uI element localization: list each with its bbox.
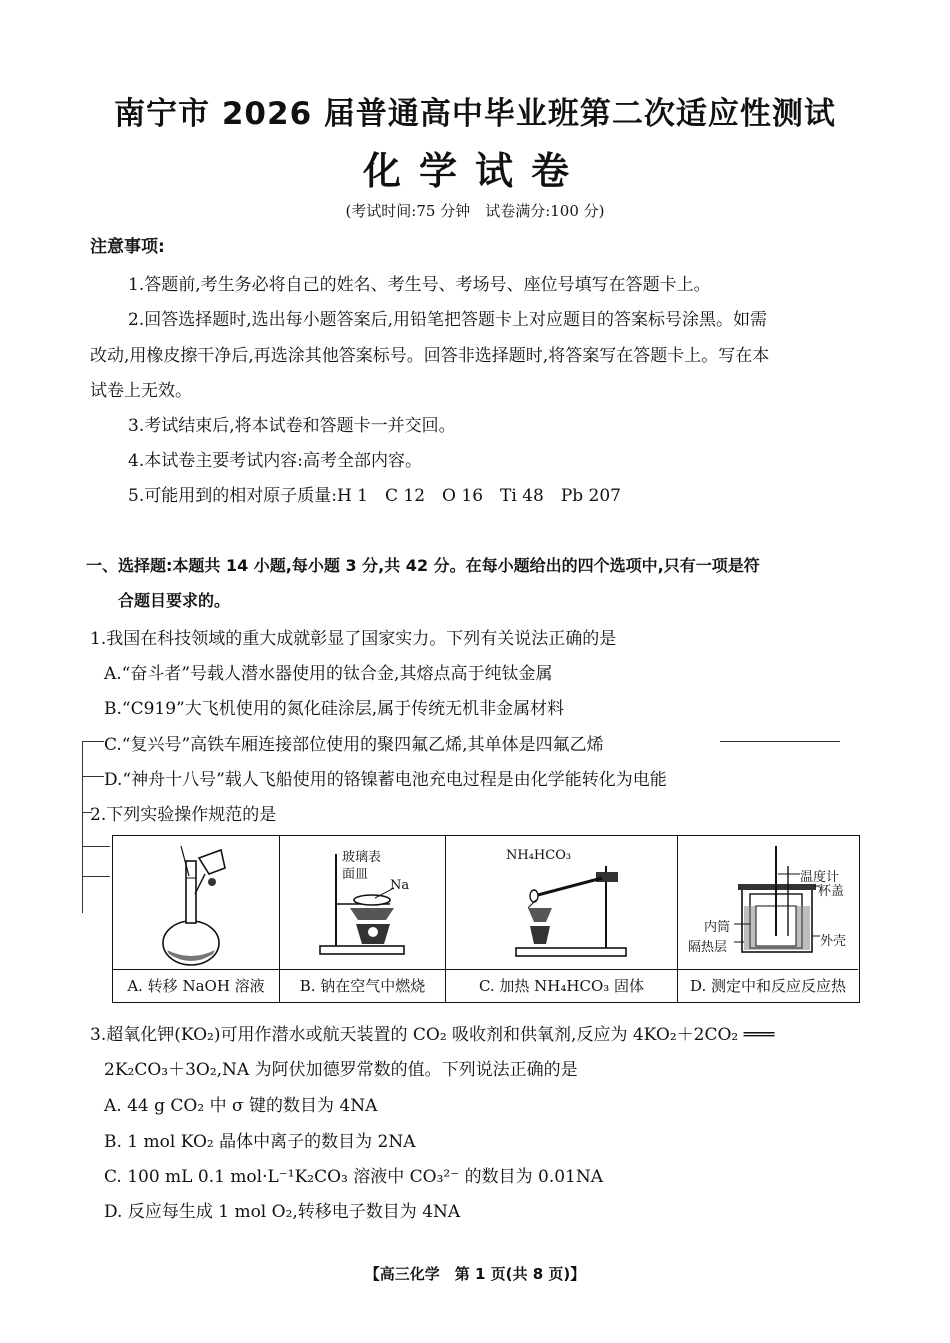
notice-item: 1.答题前,考生务必将自己的姓名、考生号、考场号、座位号填写在答题卡上。 — [128, 275, 711, 295]
question-3-stem-cont: 2K₂CO₃＋3O₂,NA 为阿伏加德罗常数的值。下列说法正确的是 — [104, 1060, 578, 1080]
caption-d: D. 测定中和反应反应热 — [678, 969, 858, 1002]
scan-mark — [82, 741, 104, 742]
scan-mark — [82, 846, 110, 847]
experiment-a-cell — [113, 836, 280, 1002]
q3-option-a: A. 44 g CO₂ 中 σ 键的数目为 4NA — [104, 1096, 378, 1116]
notice-item: 改动,用橡皮擦干净后,再选涂其他答案标号。回答非选择题时,将答案写在答题卡上。写在本 — [90, 346, 770, 366]
caption-b: B. 钠在空气中燃烧 — [280, 969, 445, 1002]
label-outer-shell: 外壳 — [820, 934, 847, 949]
notice-item: 5.可能用到的相对原子质量:H 1 C 12 O 16 Ti 48 Pb 207 — [128, 486, 621, 506]
notice-item: 3.考试结束后,将本试卷和答题卡一并交回。 — [128, 416, 456, 436]
exam-info: (考试时间:75 分钟 试卷满分:100 分) — [345, 202, 605, 220]
notice-item: 试卷上无效。 — [90, 381, 192, 401]
scan-mark — [82, 776, 104, 777]
subject-title: 化学试卷 — [362, 149, 587, 193]
q1-option-d: D.“神舟十八号”载人飞船使用的铬镍蓄电池充电过程是由化学能转化为电能 — [104, 770, 667, 790]
question-2-stem: 2.下列实验操作规范的是 — [90, 805, 277, 825]
section-heading-cont: 合题目要求的。 — [118, 591, 231, 610]
label-lid: 杯盖 — [818, 884, 845, 899]
notice-item: 4.本试卷主要考试内容:高考全部内容。 — [128, 451, 422, 471]
exam-title: 南宁市 2026 届普通高中毕业班第二次适应性测试 — [114, 96, 836, 132]
label-dish: 面皿 — [342, 867, 369, 882]
question-1-stem: 1.我国在科技领域的重大成就彰显了国家实力。下列有关说法正确的是 — [90, 629, 617, 649]
q1-option-c: C.“复兴号”高铁车厢连接部位使用的聚四氟乙烯,其单体是四氟乙烯 — [104, 735, 604, 755]
scan-mark — [82, 741, 83, 913]
label-watch-glass: 玻璃表 — [342, 850, 382, 865]
experiment-table — [112, 835, 860, 1003]
label-thermometer: 温度计 — [800, 870, 840, 885]
notice-heading: 注意事项: — [90, 237, 165, 257]
scan-mark — [720, 741, 840, 742]
question-3-stem: 3.超氧化钾(KO₂)可用作潜水或航天装置的 CO₂ 吸收剂和供氧剂,反应为 4KO₂＋2CO₂ ═══ — [90, 1025, 775, 1045]
label-na: Na — [390, 878, 410, 893]
q1-option-b: B.“C919”大飞机使用的氮化硅涂层,属于传统无机非金属材料 — [104, 699, 565, 719]
notice-item: 2.回答选择题时,选出每小题答案后,用铅笔把答题卡上对应题目的答案标号涂黑。如需 — [128, 310, 768, 330]
label-nh4hco3: NH₄HCO₃ — [506, 848, 572, 863]
label-insulation: 隔热层 — [688, 940, 728, 955]
caption-a: A. 转移 NaOH 溶液 — [113, 969, 279, 1002]
page-footer: 【高三化学 第 1 页(共 8 页)】 — [364, 1265, 586, 1283]
q3-option-c: C. 100 mL 0.1 mol·L⁻¹K₂CO₃ 溶液中 CO₃²⁻ 的数目为 0.01NA — [104, 1167, 604, 1187]
label-inner-cup: 内筒 — [704, 920, 731, 935]
volumetric-flask-diagram — [113, 836, 280, 971]
experiment-c-cell — [446, 836, 678, 1002]
caption-c: C. 加热 NH₄HCO₃ 固体 — [446, 969, 677, 1002]
scan-mark — [82, 876, 110, 877]
q3-option-d: D. 反应每生成 1 mol O₂,转移电子数目为 4NA — [104, 1202, 461, 1222]
experiment-d-cell — [678, 836, 858, 1002]
q3-option-b: B. 1 mol KO₂ 晶体中离子的数目为 2NA — [104, 1132, 416, 1152]
section-heading: 一、选择题:本题共 14 小题,每小题 3 分,共 42 分。在每小题给出的四个选项中,只有一项是符 — [86, 556, 760, 575]
q1-option-a: A.“奋斗者”号载人潜水器使用的钛合金,其熔点高于纯钛金属 — [104, 664, 553, 684]
experiment-b-cell — [280, 836, 446, 1002]
